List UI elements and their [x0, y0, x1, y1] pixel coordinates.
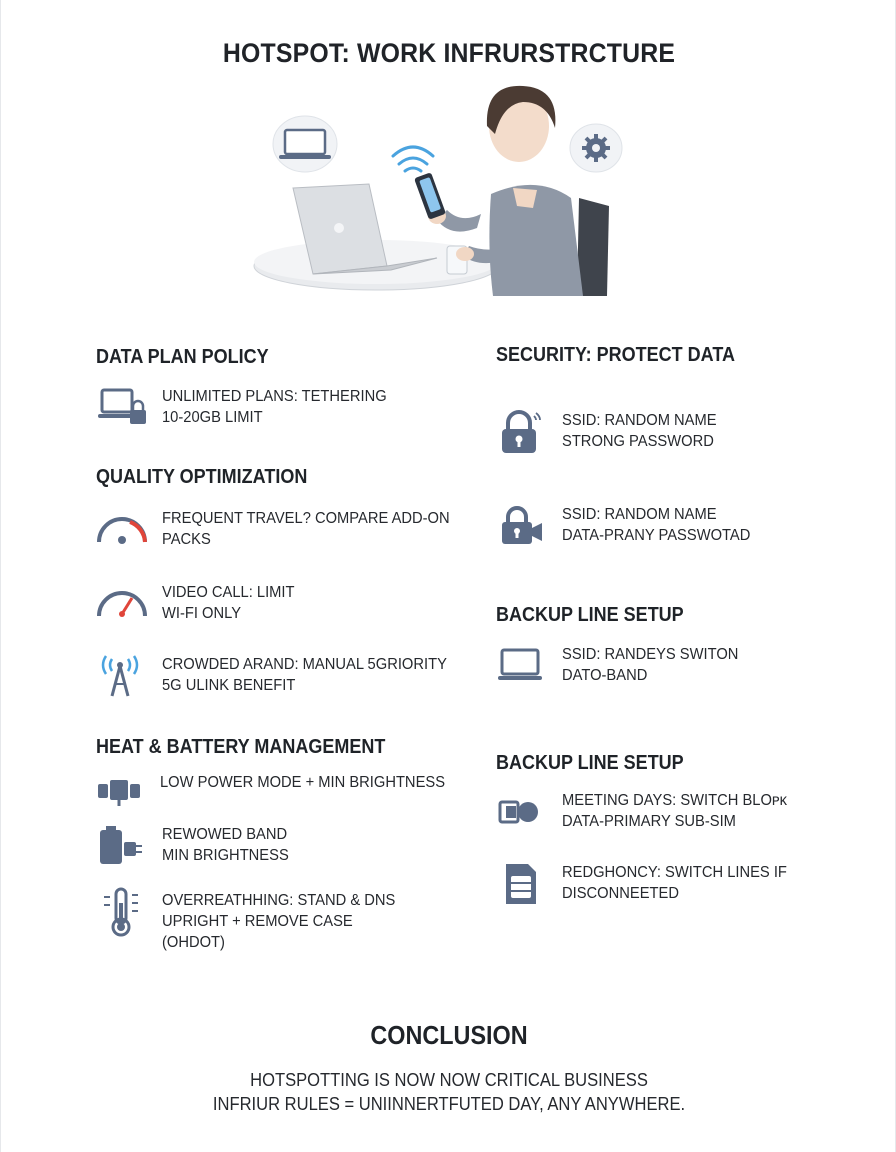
list-item: [496, 862, 806, 906]
item-text: [562, 410, 717, 452]
hero-illustration: [241, 78, 641, 308]
item-text-line: SSID: RANDEYS SWITON: [562, 646, 739, 663]
item-text-line: PACKS: [162, 531, 211, 548]
item-text-line: 5G ULINK BENEFIT: [162, 677, 296, 694]
signal-tower-icon: [96, 654, 148, 698]
list-item: [496, 790, 807, 834]
item-text-line: STRONG PASSWORD: [562, 433, 714, 450]
item-text-line: SSID: RANDOM NAME: [562, 506, 717, 523]
wifi-lock-icon: [496, 410, 548, 454]
section-heading-backup-1: BACKUP LINE SETUP: [496, 604, 684, 626]
section-heading-backup-2: BACKUP LINE SETUP: [496, 752, 684, 774]
battery-charger-icon: [96, 824, 148, 868]
speedometer-icon: [96, 582, 148, 626]
list-item: [496, 410, 730, 454]
item-text-line: VIDEO CALL: LIMIT: [162, 584, 295, 601]
list-item: [96, 890, 416, 953]
item-text-line: UNLIMITED PLANS: TETHERING: [162, 388, 387, 405]
item-text-line: REDGHONCY: SWITCH LINES IF: [562, 864, 787, 881]
conclusion-text: [37, 1068, 861, 1116]
section-heading-security: SECURITY: PROTECT DATA: [496, 344, 735, 366]
item-text-line: CROWDED ARAND: MANUAL 5GRIORITY: [162, 656, 447, 673]
item-text: [562, 790, 787, 832]
item-text: [162, 824, 289, 866]
list-item: [496, 504, 767, 548]
section-heading-heat: HEAT & BATTERY MANAGEMENT: [96, 736, 386, 758]
item-text: [162, 890, 395, 953]
gear-bubble-icon: [570, 124, 622, 172]
conclusion-line: INFRIUR RULES = UNIINNERTFUTED DAY, ANY ANYWHERE.: [212, 1094, 686, 1114]
item-text-line: OVERREATHHING: STAND & DNS: [162, 892, 396, 909]
conclusion-line: HOTSPOTTING IS NOW NOW CRITICAL BUSINESS: [250, 1070, 648, 1090]
item-text-line: 10-20GB LIMIT: [162, 409, 263, 426]
speed-gauge-icon: [96, 508, 148, 552]
laptop-bubble-icon: [273, 116, 337, 172]
item-text-line: SSID: RANDOM NAME: [562, 412, 717, 429]
item-text-line: DATA-PRANY PASSWOTAD: [562, 527, 751, 544]
item-text: [562, 862, 787, 904]
laptop-lock-icon: [96, 386, 148, 430]
thermometer-icon: [96, 890, 148, 934]
list-item: [96, 508, 475, 552]
item-text-line: LOW POWER MODE + MIN BRIGHTNESS: [160, 774, 446, 791]
item-text: [562, 504, 750, 546]
item-text-line: DISCONNEETED: [562, 885, 679, 902]
power-devices-icon: [96, 772, 148, 816]
list-item: [96, 582, 306, 626]
item-text-line: WI-FI ONLY: [162, 605, 242, 622]
section-heading-quality: QUALITY OPTIMIZATION: [96, 466, 308, 488]
item-text: [160, 772, 445, 793]
item-text-line: REWOWED BAND: [162, 826, 288, 843]
item-text-line: (OHDOT): [162, 934, 225, 951]
list-item: [96, 772, 470, 816]
sim-switch-icon: [496, 790, 548, 834]
section-heading-data-plan: DATA PLAN POLICY: [96, 346, 269, 368]
item-text: [162, 582, 295, 624]
sim-card-icon: [496, 862, 548, 906]
item-text-line: DATO-BAND: [562, 667, 648, 684]
list-item: [96, 824, 300, 868]
item-text: [162, 508, 450, 550]
wifi-signal-icon: [393, 147, 433, 171]
item-text: [162, 654, 447, 696]
laptop-icon: [496, 644, 548, 688]
list-item: [96, 386, 406, 430]
item-text: [162, 386, 387, 428]
item-text-line: UPRIGHT + REMOVE CASE: [162, 913, 353, 930]
item-text: [562, 644, 738, 686]
list-item: [96, 654, 472, 698]
item-text-line: MIN BRIGHTNESS: [162, 847, 289, 864]
conclusion-heading: CONCLUSION: [370, 1020, 528, 1050]
camera-lock-icon: [496, 504, 548, 548]
item-text-line: FREQUENT TRAVEL? COMPARE ADD-ON: [162, 510, 450, 527]
item-text-line: DATA-PRIMARY SUB-SIM: [562, 813, 736, 830]
page-title: HOTSPOT: WORK INFRURSTRCTURE: [222, 38, 676, 68]
item-text-line: MEETING DAYS: SWITCH BLOᴘᴋ: [562, 792, 787, 809]
list-item: [496, 644, 754, 688]
